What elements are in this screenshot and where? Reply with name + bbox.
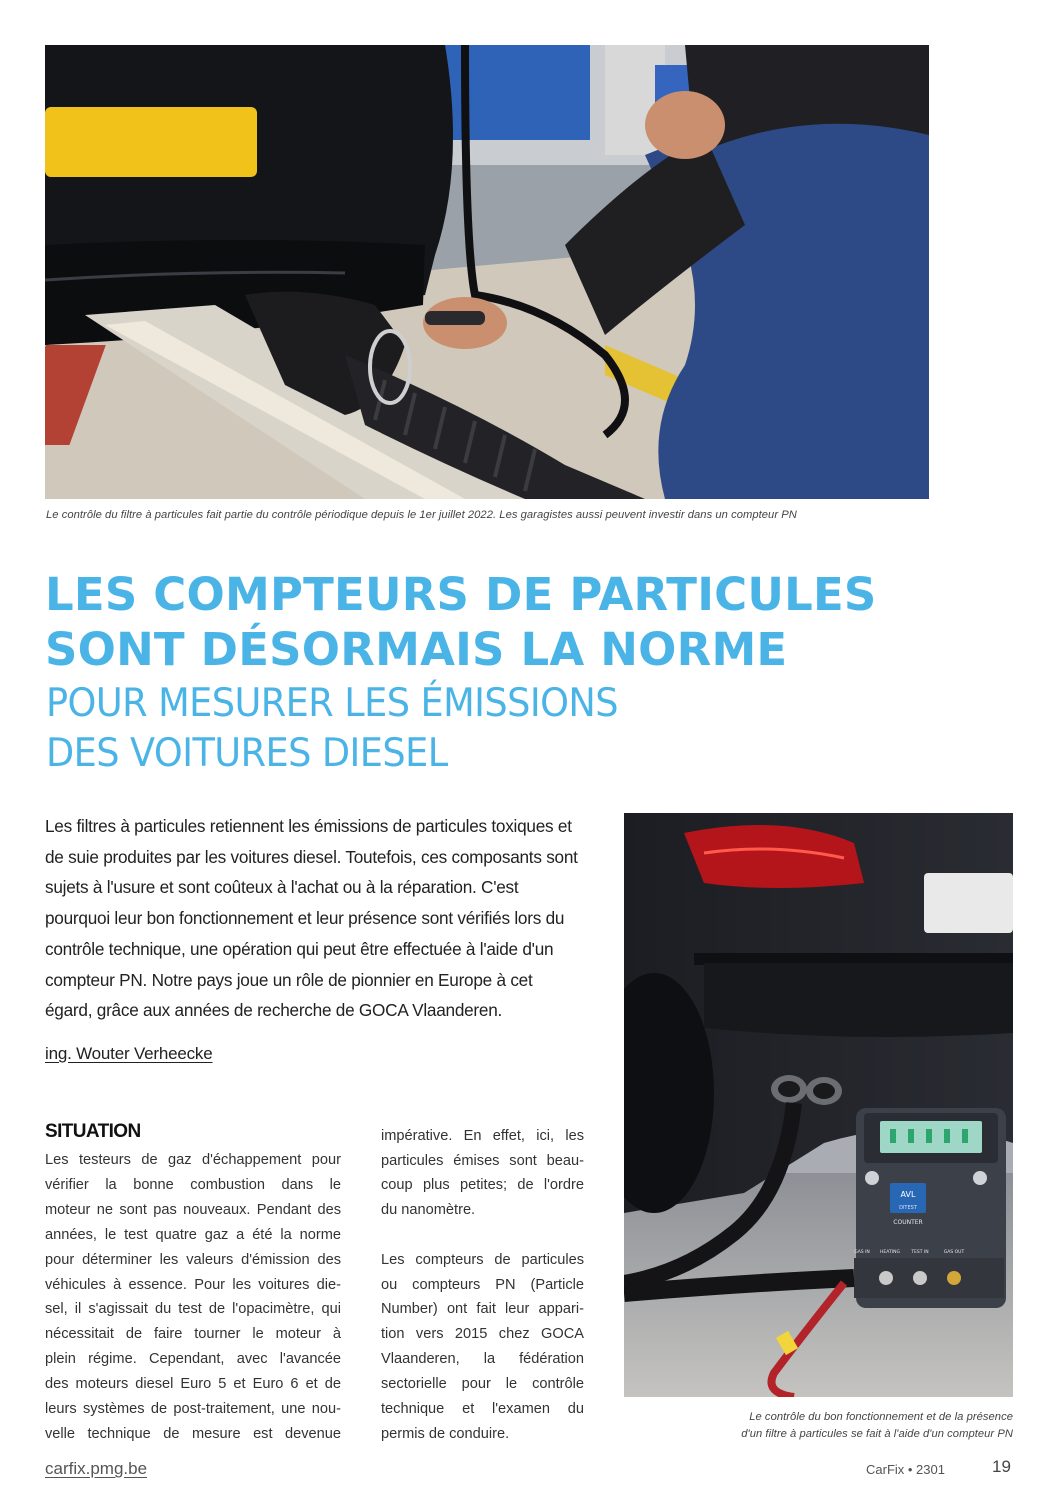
side-photo [624, 813, 1013, 1397]
subheadline-line-2: DES VOITURES DIESEL [46, 731, 448, 776]
author-byline[interactable]: ing. Wouter Verheecke [45, 1044, 213, 1063]
body-line: leurs systèmes de post-traitement, une nou- [45, 1401, 341, 1417]
body-line: nécessitait de faire tourner le moteur à [45, 1326, 341, 1342]
body-line: coup plus petites; de l'ordre [381, 1177, 584, 1193]
side-photo-illustration [624, 813, 1013, 1397]
page-number: 19 [992, 1457, 1011, 1476]
device-counter-label: COUNTER [893, 1219, 923, 1226]
footer-website-link[interactable]: carfix.pmg.be [45, 1459, 148, 1478]
body-line: du nanomètre. [381, 1202, 476, 1218]
footer-issue-label: CarFix • 2301 [866, 1462, 945, 1477]
intro-line: contrôle technique, une opération qui peut être effectuée à l'aide d'un [45, 939, 554, 959]
body-line: années, le test quatre gaz a été la norme [45, 1227, 341, 1243]
body-line: vérifier la bonne combustion dans le [45, 1177, 341, 1193]
side-photo-caption-line-1: Le contrôle du bon fonctionnement et de la présence [749, 1411, 1013, 1423]
body-line: technique et l'examen du [381, 1401, 584, 1417]
headline-line-2: SONT DÉSORMAIS LA NORME [45, 623, 788, 676]
body-line: sel, il s'agissait du test de l'opacimètre, qui [45, 1301, 341, 1317]
body-line: particules émises sont beau- [381, 1153, 584, 1169]
body-line: tion vers 2015 chez GOCA [381, 1326, 584, 1342]
body-line: Les compteurs de particules [381, 1252, 584, 1268]
device-brand-label: AVL [900, 1190, 916, 1199]
side-photo-caption-line-2: d'un filtre à particules se fait à l'aide d'un compteur PN [741, 1428, 1013, 1440]
body-line: impérative. En effet, ici, les [381, 1128, 584, 1144]
headline-line-1: LES COMPTEURS DE PARTICULES [45, 568, 877, 621]
body-line: pour déterminer les valeurs d'émission des [45, 1252, 341, 1268]
intro-line: compteur PN. Notre pays joue un rôle de pionnier en Europe à cet [45, 970, 533, 990]
hero-photo [45, 45, 929, 499]
body-line: Number) ont fait leur appari- [381, 1301, 584, 1317]
body-line: velle technique de mesure est devenue [45, 1426, 341, 1442]
body-line: Vlaanderen, la fédération [381, 1351, 584, 1367]
intro-line: Les filtres à particules retiennent les émissions de particules toxiques et [45, 816, 572, 836]
intro-line: de suie produites par les voitures diesel. Toutefois, ces composants sont [45, 847, 578, 867]
device-model-label: DITEST [899, 1205, 917, 1211]
intro-line: sujets à l'usure et sont coûteux à l'achat ou à la réparation. C'est [45, 877, 519, 897]
subheadline-line-1: POUR MESURER LES ÉMISSIONS [46, 681, 618, 726]
body-line: véhicules à essence. Pour les voitures die- [45, 1277, 341, 1293]
body-line: permis de conduire. [381, 1426, 510, 1442]
port-label-heating: HEATING [880, 1250, 900, 1255]
intro-line: pourquoi leur bon fonctionnement et leur présence sont vérifiés lors du [45, 908, 565, 928]
body-line: Les testeurs de gaz d'échappement pour [45, 1152, 341, 1168]
body-line: ou compteurs PN (Particle [381, 1277, 584, 1293]
section-heading: SITUATION [45, 1121, 141, 1142]
hero-photo-illustration [45, 45, 929, 499]
port-label-gas-in: GAS IN [854, 1250, 870, 1255]
port-label-test-in: TEST IN [911, 1250, 929, 1255]
hero-photo-caption: Le contrôle du filtre à particules fait partie du contrôle périodique depuis le 1er juillet 2022. Les garagistes aussi peuvent investir dans un compteur PN [46, 509, 797, 521]
body-line: plein régime. Cependant, avec l'avancée [45, 1351, 341, 1367]
body-line: sectorielle pour le contrôle [381, 1376, 584, 1392]
body-line: des moteurs diesel Euro 5 et Euro 6 et de [45, 1376, 341, 1392]
body-line: moteur ne sont pas nouveaux. Pendant des [45, 1202, 341, 1218]
port-label-gas-out: GAS OUT [943, 1250, 965, 1255]
intro-line: égard, grâce aux années de recherche de GOCA Vlaanderen. [45, 1000, 503, 1020]
